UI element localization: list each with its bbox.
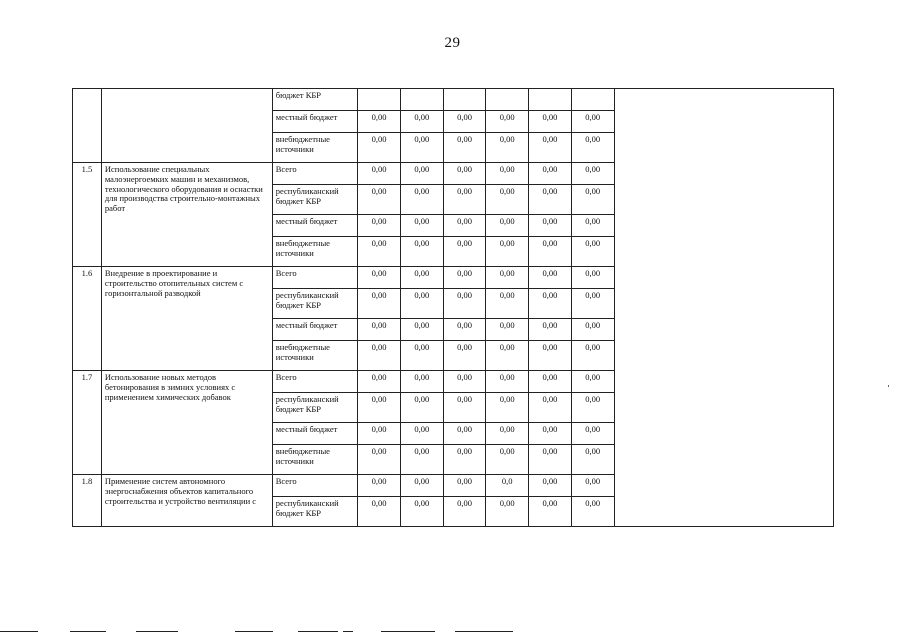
value-cell: 0,00 [486,111,529,133]
value-cell: 0,00 [443,267,486,289]
value-cell: 0,00 [400,237,443,267]
value-cell [443,89,486,111]
footer-rule [136,631,178,632]
value-cell: 0,00 [571,237,614,267]
value-cell: 0,00 [400,185,443,215]
item-name-cell: Применение систем автономного энергоснабжения объектов капитального строительства и устройство вентиляции с [101,475,272,527]
value-cell: 0,00 [443,423,486,445]
value-cell: 0,00 [571,319,614,341]
value-cell: 0,00 [443,237,486,267]
value-cell: 0,00 [529,497,572,527]
item-name-cell: Использование специальных малоэнергоемких машин и механизмов, технологического оборудования и оснастки для производства строительно-монтажных работ [101,163,272,267]
value-cell: 0,00 [571,445,614,475]
value-cell: 0,00 [358,289,401,319]
source-cell: внебюджетные источники [272,341,357,371]
source-cell: республиканский бюджет КБР [272,497,357,527]
value-cell: 0,0 [486,475,529,497]
value-cell [400,89,443,111]
value-cell: 0,00 [529,423,572,445]
source-cell: внебюджетные источники [272,133,357,163]
value-cell: 0,00 [529,133,572,163]
value-cell: 0,00 [529,319,572,341]
value-cell: 0,00 [486,497,529,527]
footer-rule [0,631,38,632]
value-cell: 0,00 [358,371,401,393]
value-cell: 0,00 [443,341,486,371]
value-cell [571,89,614,111]
value-cell [529,89,572,111]
value-cell: 0,00 [443,393,486,423]
value-cell: 0,00 [529,215,572,237]
value-cell: 0,00 [443,215,486,237]
source-cell: Всего [272,475,357,497]
value-cell: 0,00 [529,371,572,393]
source-cell: местный бюджет [272,111,357,133]
footer-rule [235,631,273,632]
value-cell: 0,00 [358,393,401,423]
item-number-cell: 1.8 [73,475,102,527]
table-body [73,89,834,527]
value-cell: 0,00 [571,133,614,163]
value-cell: 0,00 [486,163,529,185]
value-cell: 0,00 [529,163,572,185]
value-cell: 0,00 [400,267,443,289]
value-cell: 0,00 [443,445,486,475]
value-cell: 0,00 [529,393,572,423]
value-cell: 0,00 [358,185,401,215]
value-cell: 0,00 [358,215,401,237]
value-cell: 0,00 [486,185,529,215]
value-cell: 0,00 [486,393,529,423]
value-cell: 0,00 [486,371,529,393]
value-cell: 0,00 [486,289,529,319]
source-cell: Всего [272,163,357,185]
value-cell: 0,00 [443,111,486,133]
value-cell: 0,00 [400,371,443,393]
value-cell: 0,00 [358,163,401,185]
value-cell: 0,00 [400,163,443,185]
value-cell [486,89,529,111]
value-cell: 0,00 [486,319,529,341]
value-cell: 0,00 [571,393,614,423]
value-cell: 0,00 [571,475,614,497]
value-cell: 0,00 [400,497,443,527]
value-cell: 0,00 [400,133,443,163]
source-cell: местный бюджет [272,423,357,445]
value-cell: 0,00 [400,341,443,371]
value-cell: 0,00 [486,341,529,371]
value-cell: 0,00 [486,445,529,475]
source-cell: республиканский бюджет КБР [272,185,357,215]
source-cell: Всего [272,371,357,393]
value-cell: 0,00 [358,319,401,341]
source-cell: внебюджетные источники [272,445,357,475]
footer-rule [298,631,338,632]
value-cell: 0,00 [400,475,443,497]
value-cell: 0,00 [400,445,443,475]
value-cell: 0,00 [443,497,486,527]
item-number-cell: 1.5 [73,163,102,267]
value-cell: 0,00 [358,497,401,527]
value-cell: 0,00 [486,215,529,237]
value-cell: 0,00 [358,237,401,267]
value-cell: 0,00 [571,215,614,237]
source-cell: республиканский бюджет КБР [272,289,357,319]
value-cell: 0,00 [571,185,614,215]
table-row [73,89,834,111]
page-number: 29 [444,35,461,51]
item-number-cell: 1.7 [73,371,102,475]
value-cell: 0,00 [443,289,486,319]
source-cell: местный бюджет [272,215,357,237]
value-cell: 0,00 [486,423,529,445]
value-cell: 0,00 [443,163,486,185]
value-cell: 0,00 [529,341,572,371]
value-cell: 0,00 [529,289,572,319]
value-cell: 0,00 [400,215,443,237]
value-cell: 0,00 [571,341,614,371]
value-cell: 0,00 [358,341,401,371]
value-cell: 0,00 [486,267,529,289]
value-cell: 0,00 [571,163,614,185]
value-cell: 0,00 [529,185,572,215]
value-cell: 0,00 [571,371,614,393]
value-cell: 0,00 [358,475,401,497]
footer-rule [381,631,435,632]
value-cell: 0,00 [529,267,572,289]
source-cell: местный бюджет [272,319,357,341]
value-cell: 0,00 [400,289,443,319]
value-cell: 0,00 [443,475,486,497]
value-cell [358,89,401,111]
source-cell: бюджет КБР [272,89,357,111]
source-cell: Всего [272,267,357,289]
footer-rule [70,631,106,632]
value-cell: 0,00 [443,371,486,393]
value-cell: 0,00 [358,445,401,475]
item-name-cell: Внедрение в проектирование и строительство отопительных систем с горизонтальной разводкой [101,267,272,371]
value-cell: 0,00 [443,133,486,163]
notes-cell [614,89,833,527]
value-cell: 0,00 [571,111,614,133]
value-cell: 0,00 [571,497,614,527]
item-name-cell: Использование новых методов бетонирования в зимних условиях с применением химических добавок [101,371,272,475]
scan-mark [888,385,889,387]
value-cell: 0,00 [571,289,614,319]
item-number-cell [73,89,102,163]
value-cell: 0,00 [529,111,572,133]
value-cell: 0,00 [358,423,401,445]
value-cell: 0,00 [486,237,529,267]
value-cell: 0,00 [529,237,572,267]
source-cell: внебюджетные источники [272,237,357,267]
value-cell: 0,00 [571,267,614,289]
value-cell: 0,00 [529,445,572,475]
value-cell: 0,00 [400,423,443,445]
item-number-cell: 1.6 [73,267,102,371]
item-name-cell [101,89,272,163]
source-cell: республиканский бюджет КБР [272,393,357,423]
value-cell: 0,00 [400,393,443,423]
value-cell: 0,00 [443,185,486,215]
value-cell: 0,00 [443,319,486,341]
footer-rule [343,631,353,632]
value-cell: 0,00 [400,319,443,341]
footer-rule [455,631,513,632]
budget-table [72,88,834,527]
value-cell: 0,00 [486,133,529,163]
value-cell: 0,00 [358,267,401,289]
value-cell: 0,00 [529,475,572,497]
value-cell: 0,00 [358,111,401,133]
value-cell: 0,00 [358,133,401,163]
value-cell: 0,00 [400,111,443,133]
value-cell: 0,00 [571,423,614,445]
